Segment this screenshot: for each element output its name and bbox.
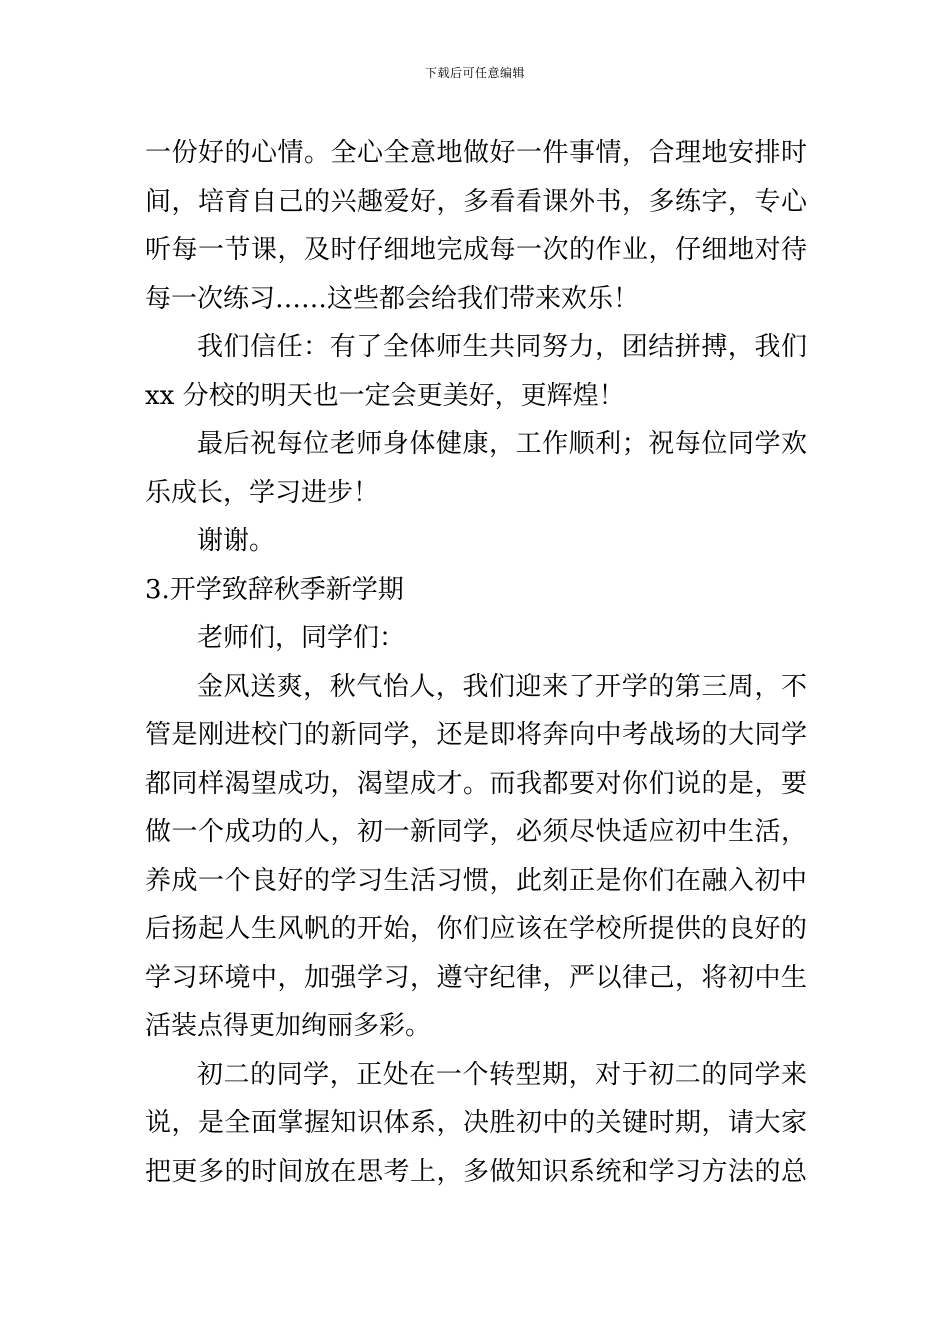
text-line: 一份好的心情。全心全意地做好一件事情，合理地安排时 xyxy=(145,138,807,168)
text-line: 养成一个良好的学习生活习惯，此刻正是你们在融入初中 xyxy=(145,865,807,896)
text-line: 听每一节课，及时仔细地完成每一次的作业，仔细地对待 xyxy=(145,235,807,265)
text-line: 乐成长，学习进步！ xyxy=(145,477,380,508)
text-line: 3.开学致辞秋季新学期 xyxy=(145,574,404,605)
text-line: 把更多的时间放在思考上，多做知识系统和学习方法的总 xyxy=(145,1156,807,1187)
text-line: 学习环境中，加强学习，遵守纪律，严以律己，将初中生 xyxy=(145,962,807,993)
text-line: 谢谢。 xyxy=(197,526,276,556)
text-line: 初二的同学，正处在一个转型期，对于初二的同学来 xyxy=(197,1059,807,1090)
text-line: 活装点得更加绚丽多彩。 xyxy=(145,1011,432,1041)
text-line: 管是刚进校门的新同学，还是即将奔向中考战场的大同学 xyxy=(145,720,807,750)
text-line: 老师们，同学们： xyxy=(197,623,406,653)
text-line: 都同样渴望成功，渴望成才。而我都要对你们说的是，要 xyxy=(145,768,807,799)
text-line: 间，培育自己的兴趣爱好，多看看课外书，多练字，专心 xyxy=(145,186,807,217)
text-line: 做一个成功的人，初一新同学，必须尽快适应初中生活， xyxy=(145,817,807,847)
text-line: 我们信任：有了全体师生共同努力，团结拼搏，我们 xyxy=(197,332,807,362)
text-line: 每一次练习……这些都会给我们带来欢乐！ xyxy=(145,283,640,314)
page-header-note: 下载后可任意编辑 xyxy=(424,66,525,80)
text-line: 后扬起人生风帆的开始，你们应该在学校所提供的良好的 xyxy=(145,914,807,944)
text-line: 最后祝每位老师身体健康，工作顺利；祝每位同学欢 xyxy=(197,429,807,459)
document-body xyxy=(145,129,807,1196)
text-line: xx 分校的明天也一定会更美好，更辉煌！ xyxy=(145,380,625,411)
text-line: 说，是全面掌握知识体系，决胜初中的关键时期，请大家 xyxy=(145,1108,807,1138)
text-line: 金风送爽，秋气怡人，我们迎来了开学的第三周，不 xyxy=(197,671,807,702)
